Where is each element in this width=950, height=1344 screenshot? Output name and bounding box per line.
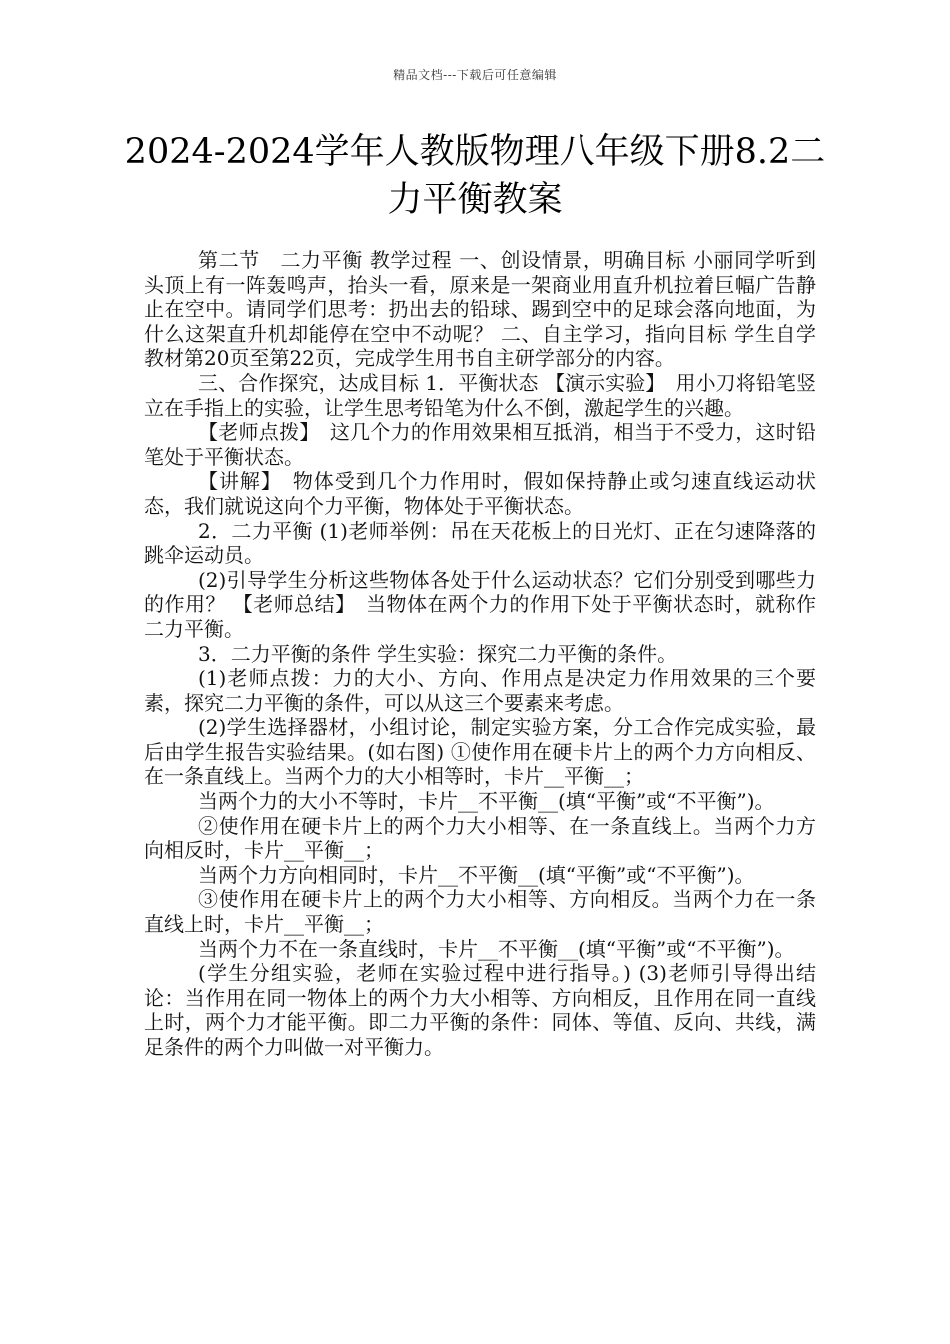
paragraph: 2．二力平衡 (1)老师举例：吊在天花板上的日光灯、正在匀速降落的跳伞运动员。 xyxy=(144,518,816,568)
paragraph: 【老师点拨】 这几个力的作用效果相互抵消，相当于不受力，这时铅笔处于平衡状态。 xyxy=(144,420,816,469)
paragraph: 3．二力平衡的条件 学生实验：探究二力平衡的条件。 xyxy=(198,641,678,666)
document-body xyxy=(144,248,816,1060)
paragraph: 三、合作探究，达成目标 1．平衡状态 【演示实验】 用小刀将铅笔竖立在手指上的实验，让学生思考铅笔为什么不倒，激起学生的兴趣。 xyxy=(144,370,816,420)
paragraph: 当两个力的大小不等时，卡片__不平衡__(填“平衡”或“不平衡”)。 xyxy=(198,789,775,814)
paragraph: 【讲解】 物体受到几个力作用时，假如保持静止或匀速直线运动状态，我们就说这向个力平衡，物体处于平衡状态。 xyxy=(144,469,816,518)
document-title: 2024-2024学年人教版物理八年级下册8.2二力平衡教案 xyxy=(124,132,826,220)
paragraph: 当两个力方向相同时，卡片__不平衡__(填“平衡”或“不平衡”)。 xyxy=(198,862,755,887)
paragraph: 当两个力不在一条直线时，卡片__不平衡__(填“平衡”或“不平衡”)。 xyxy=(198,936,795,961)
paragraph: ③使作用在硬卡片上的两个力大小相等、方向相反。当两个力在一条直线上时，卡片__平衡__； xyxy=(144,887,816,937)
paragraph: 第二节 二力平衡 教学过程 一、创设情景，明确目标 小丽同学听到头顶上有一阵轰鸣声，抬头一看，原来是一架商业用直升机拉着巨幅广告静止在空中。请同学们思考：扔出去的铅球、踢到空中的足球会落向地面，为什么这架直升机却能停在空中不动呢？ 二、自主学习，指向目标 学生自学教材第20页至第22页，完成学生用书自主研学部分的内容。 xyxy=(144,248,816,371)
header-note: 精品文档---下载后可任意编辑 xyxy=(393,68,557,82)
paragraph: ②使作用在硬卡片上的两个力大小相等、在一条直线上。当两个力方向相反时，卡片__平衡__； xyxy=(144,813,816,863)
paragraph: (学生分组实验，老师在实验过程中进行指导。) (3)老师引导得出结论：当作用在同一物体上的两个力大小相等、方向相反，且作用在同一直线上时，两个力才能平衡。即二力平衡的条件：同体、等值、反向、共线，满足条件的两个力叫做一对平衡力。 xyxy=(144,961,816,1059)
paragraph: (2)学生选择器材，小组讨论，制定实验方案，分工合作完成实验，最后由学生报告实验结果。(如右图) ①使作用在硬卡片上的两个力方向相反、在一条直线上。当两个力的大小相等时，卡片__平衡__； xyxy=(144,715,816,789)
paragraph: (2)引导学生分析这些物体各处于什么运动状态？它们分别受到哪些力的作用？ 【老师总结】 当物体在两个力的作用下处于平衡状态时，就称作二力平衡。 xyxy=(144,567,816,641)
paragraph: (1)老师点拨：力的大小、方向、作用点是决定力作用效果的三个要素，探究二力平衡的条件，可以从这三个要素来考虑。 xyxy=(144,666,816,715)
